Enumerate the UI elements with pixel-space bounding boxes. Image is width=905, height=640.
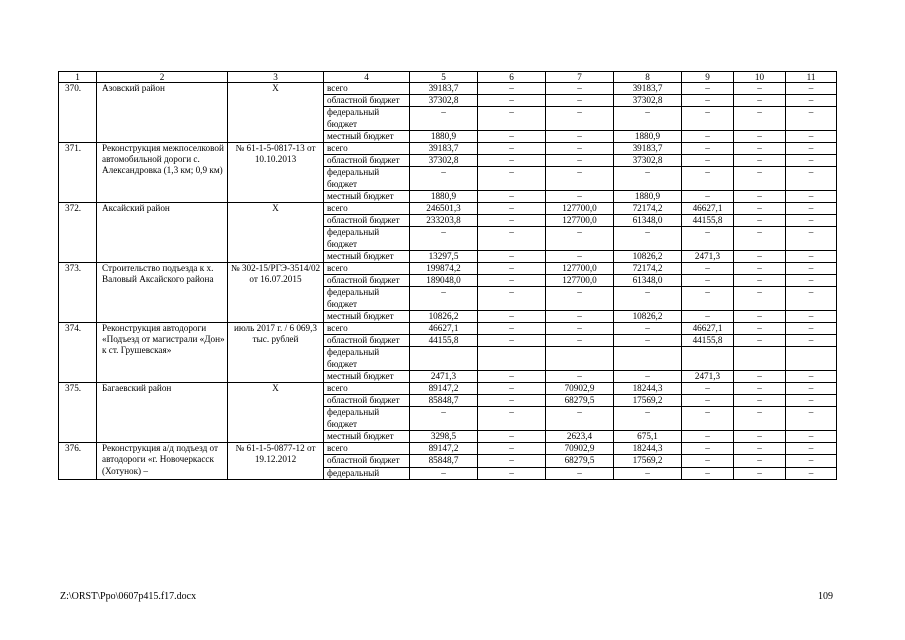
funding-category: областной бюджет xyxy=(324,275,410,287)
amount-cell: – xyxy=(614,335,682,347)
amount-cell: 37302,8 xyxy=(410,155,478,167)
amount-cell: – xyxy=(478,323,546,335)
amount-cell: – xyxy=(734,203,786,215)
amount-cell: – xyxy=(682,383,734,395)
amount-cell: – xyxy=(786,430,837,442)
amount-cell: – xyxy=(410,167,478,190)
amount-cell: – xyxy=(478,130,546,142)
amount-cell: – xyxy=(410,227,478,250)
amount-cell: – xyxy=(734,407,786,430)
amount-cell: 46627,1 xyxy=(682,323,734,335)
amount-cell: – xyxy=(682,443,734,455)
amount-cell: – xyxy=(786,395,837,407)
amount-cell: – xyxy=(478,215,546,227)
item-number: 375. xyxy=(59,383,97,443)
amount-cell: 46627,1 xyxy=(410,323,478,335)
column-number: 11 xyxy=(786,72,837,83)
amount-cell: – xyxy=(478,455,546,467)
amount-cell: – xyxy=(682,467,734,479)
amount-cell: – xyxy=(546,143,614,155)
amount-cell: 70902,9 xyxy=(546,443,614,455)
amount-cell: 44155,8 xyxy=(682,335,734,347)
column-number: 9 xyxy=(682,72,734,83)
amount-cell: 85848,7 xyxy=(410,455,478,467)
amount-cell: 127700,0 xyxy=(546,203,614,215)
item-name: Реконструкция автодороги «Подъезд от магистрали «Дон» к ст. Грушевская» xyxy=(97,323,228,383)
column-number: 5 xyxy=(410,72,478,83)
amount-cell: 68279,5 xyxy=(546,395,614,407)
amount-cell: – xyxy=(478,467,546,479)
column-number: 1 xyxy=(59,72,97,83)
page-number: 109 xyxy=(818,591,833,602)
column-number: 7 xyxy=(546,72,614,83)
amount-cell: 39183,7 xyxy=(614,83,682,95)
amount-cell: – xyxy=(734,227,786,250)
amount-cell: – xyxy=(682,395,734,407)
amount-cell: 2623,4 xyxy=(546,430,614,442)
amount-cell: – xyxy=(478,310,546,322)
funding-category: федеральный xyxy=(324,467,410,479)
item-name: Реконструкция межпоселковой автомобильной дороги с. Александровка (1,3 км; 0,9 км) xyxy=(97,143,228,203)
item-name: Аксайский район xyxy=(97,203,228,263)
amount-cell: – xyxy=(546,107,614,130)
amount-cell: 3298,5 xyxy=(410,430,478,442)
amount-cell: – xyxy=(786,263,837,275)
amount-cell: – xyxy=(546,323,614,335)
amount-cell: – xyxy=(478,203,546,215)
column-number: 10 xyxy=(734,72,786,83)
amount-cell: 44155,8 xyxy=(410,335,478,347)
table-row xyxy=(59,83,837,95)
amount-cell xyxy=(478,347,546,370)
amount-cell: – xyxy=(734,383,786,395)
amount-cell: – xyxy=(734,95,786,107)
amount-cell: 2471,3 xyxy=(682,250,734,262)
amount-cell: – xyxy=(734,107,786,130)
item-basis: Х xyxy=(228,83,324,143)
amount-cell: – xyxy=(546,167,614,190)
amount-cell: – xyxy=(734,83,786,95)
amount-cell: 10826,2 xyxy=(410,310,478,322)
amount-cell xyxy=(410,347,478,370)
amount-cell: – xyxy=(786,203,837,215)
amount-cell: – xyxy=(682,407,734,430)
amount-cell: – xyxy=(682,190,734,202)
amount-cell: 233203,8 xyxy=(410,215,478,227)
amount-cell: – xyxy=(546,227,614,250)
amount-cell: – xyxy=(734,167,786,190)
amount-cell: – xyxy=(734,455,786,467)
amount-cell: 127700,0 xyxy=(546,215,614,227)
amount-cell: 127700,0 xyxy=(546,263,614,275)
amount-cell: 675,1 xyxy=(614,430,682,442)
item-basis: Х xyxy=(228,203,324,263)
table-row xyxy=(59,263,837,275)
amount-cell: – xyxy=(478,407,546,430)
amount-cell xyxy=(734,347,786,370)
amount-cell: – xyxy=(734,335,786,347)
item-name: Азовский район xyxy=(97,83,228,143)
amount-cell: – xyxy=(734,155,786,167)
amount-cell: – xyxy=(478,155,546,167)
funding-category: областной бюджет xyxy=(324,455,410,467)
item-number: 374. xyxy=(59,323,97,383)
funding-category: местный бюджет xyxy=(324,430,410,442)
funding-category: областной бюджет xyxy=(324,215,410,227)
amount-cell: 2471,3 xyxy=(682,370,734,382)
amount-cell: – xyxy=(734,130,786,142)
amount-cell: – xyxy=(546,370,614,382)
item-number: 371. xyxy=(59,143,97,203)
amount-cell: – xyxy=(682,130,734,142)
amount-cell: 39183,7 xyxy=(410,83,478,95)
amount-cell: – xyxy=(478,167,546,190)
footer-file-path: Z:\ORST\Ppo\0607p415.f17.docx xyxy=(60,591,197,602)
amount-cell: 37302,8 xyxy=(614,155,682,167)
item-name: Багаевский район xyxy=(97,383,228,443)
amount-cell: 127700,0 xyxy=(546,275,614,287)
amount-cell: – xyxy=(546,250,614,262)
amount-cell: – xyxy=(786,323,837,335)
amount-cell: – xyxy=(614,407,682,430)
amount-cell: – xyxy=(786,95,837,107)
amount-cell: 89147,2 xyxy=(410,443,478,455)
amount-cell: – xyxy=(614,287,682,310)
amount-cell: – xyxy=(478,395,546,407)
funding-category: областной бюджет xyxy=(324,395,410,407)
column-number-row xyxy=(59,72,837,83)
amount-cell: – xyxy=(786,155,837,167)
amount-cell: 72174,2 xyxy=(614,203,682,215)
amount-cell: – xyxy=(786,83,837,95)
funding-category: областной бюджет xyxy=(324,155,410,167)
funding-category: областной бюджет xyxy=(324,95,410,107)
amount-cell: – xyxy=(546,83,614,95)
amount-cell: 46627,1 xyxy=(682,203,734,215)
amount-cell: – xyxy=(546,95,614,107)
item-number: 372. xyxy=(59,203,97,263)
table-row xyxy=(59,203,837,215)
item-number: 370. xyxy=(59,83,97,143)
amount-cell: – xyxy=(478,443,546,455)
amount-cell: – xyxy=(546,287,614,310)
amount-cell: – xyxy=(786,143,837,155)
amount-cell: 199874,2 xyxy=(410,263,478,275)
funding-category: всего xyxy=(324,263,410,275)
amount-cell: – xyxy=(614,107,682,130)
amount-cell: – xyxy=(478,287,546,310)
amount-cell: – xyxy=(786,190,837,202)
amount-cell: – xyxy=(786,407,837,430)
table-row xyxy=(59,443,837,455)
amount-cell: – xyxy=(682,83,734,95)
amount-cell: – xyxy=(786,455,837,467)
amount-cell: 39183,7 xyxy=(410,143,478,155)
amount-cell: 37302,8 xyxy=(614,95,682,107)
funding-category: всего xyxy=(324,383,410,395)
amount-cell: – xyxy=(410,467,478,479)
amount-cell: – xyxy=(682,275,734,287)
amount-cell: 246501,3 xyxy=(410,203,478,215)
amount-cell: – xyxy=(546,310,614,322)
amount-cell: – xyxy=(734,370,786,382)
amount-cell: – xyxy=(478,190,546,202)
table-row xyxy=(59,323,837,335)
amount-cell: – xyxy=(478,275,546,287)
amount-cell: – xyxy=(786,370,837,382)
amount-cell: 89147,2 xyxy=(410,383,478,395)
amount-cell: – xyxy=(478,335,546,347)
column-number: 6 xyxy=(478,72,546,83)
amount-cell xyxy=(786,347,837,370)
amount-cell: – xyxy=(734,430,786,442)
amount-cell: – xyxy=(682,227,734,250)
amount-cell: – xyxy=(734,263,786,275)
amount-cell xyxy=(546,347,614,370)
amount-cell: – xyxy=(614,323,682,335)
item-number: 373. xyxy=(59,263,97,323)
amount-cell: – xyxy=(478,143,546,155)
funding-category: всего xyxy=(324,203,410,215)
amount-cell: – xyxy=(786,275,837,287)
amount-cell: – xyxy=(786,250,837,262)
amount-cell: – xyxy=(410,107,478,130)
amount-cell: – xyxy=(478,95,546,107)
amount-cell: – xyxy=(410,287,478,310)
amount-cell xyxy=(682,347,734,370)
amount-cell: 61348,0 xyxy=(614,215,682,227)
amount-cell: – xyxy=(682,155,734,167)
funding-category: федеральный бюджет xyxy=(324,407,410,430)
amount-cell: – xyxy=(734,275,786,287)
amount-cell: 44155,8 xyxy=(682,215,734,227)
amount-cell: – xyxy=(786,287,837,310)
amount-cell: – xyxy=(546,467,614,479)
amount-cell: – xyxy=(786,335,837,347)
funding-category: федеральный бюджет xyxy=(324,227,410,250)
amount-cell: – xyxy=(478,263,546,275)
budget-table xyxy=(58,71,837,480)
amount-cell: – xyxy=(734,250,786,262)
item-name: Строительство подъезда к х. Валовый Аксайского района xyxy=(97,263,228,323)
amount-cell: – xyxy=(478,430,546,442)
amount-cell: – xyxy=(786,383,837,395)
amount-cell: 1880,9 xyxy=(614,130,682,142)
amount-cell: 17569,2 xyxy=(614,395,682,407)
amount-cell: – xyxy=(786,310,837,322)
amount-cell: – xyxy=(734,287,786,310)
amount-cell: – xyxy=(734,323,786,335)
amount-cell: – xyxy=(682,310,734,322)
funding-category: всего xyxy=(324,443,410,455)
funding-category: всего xyxy=(324,83,410,95)
funding-category: всего xyxy=(324,323,410,335)
item-basis: № 61-1-5-0877-12 от 19.12.2012 xyxy=(228,443,324,480)
amount-cell: – xyxy=(734,143,786,155)
item-name: Реконструкция а/д подъезд от автодороги «г. Новочеркасск (Хотунок) – xyxy=(97,443,228,480)
amount-cell: – xyxy=(682,263,734,275)
amount-cell: – xyxy=(786,227,837,250)
item-number: 376. xyxy=(59,443,97,480)
amount-cell: – xyxy=(478,227,546,250)
amount-cell: 61348,0 xyxy=(614,275,682,287)
funding-category: местный бюджет xyxy=(324,190,410,202)
amount-cell: – xyxy=(478,383,546,395)
amount-cell xyxy=(614,347,682,370)
funding-category: местный бюджет xyxy=(324,370,410,382)
amount-cell: – xyxy=(734,395,786,407)
amount-cell: – xyxy=(614,370,682,382)
table-row xyxy=(59,143,837,155)
amount-cell: – xyxy=(786,167,837,190)
amount-cell: – xyxy=(682,455,734,467)
item-basis: № 302-15/РГЭ-3514/02 от 16.07.2015 xyxy=(228,263,324,323)
funding-category: всего xyxy=(324,143,410,155)
funding-category: местный бюджет xyxy=(324,130,410,142)
item-basis: Х xyxy=(228,383,324,443)
funding-category: местный бюджет xyxy=(324,310,410,322)
column-number: 3 xyxy=(228,72,324,83)
amount-cell: – xyxy=(786,130,837,142)
item-basis: июль 2017 г. / 6 069,3 тыс. рублей xyxy=(228,323,324,383)
funding-category: областной бюджет xyxy=(324,335,410,347)
amount-cell: – xyxy=(410,407,478,430)
item-basis: № 61-1-5-0817-13 от 10.10.2013 xyxy=(228,143,324,203)
amount-cell: – xyxy=(682,143,734,155)
amount-cell: – xyxy=(786,107,837,130)
amount-cell: – xyxy=(478,370,546,382)
amount-cell: 1880,9 xyxy=(410,190,478,202)
funding-category: федеральный бюджет xyxy=(324,347,410,370)
amount-cell: 1880,9 xyxy=(410,130,478,142)
amount-cell: – xyxy=(734,310,786,322)
amount-cell: 18244,3 xyxy=(614,383,682,395)
amount-cell: – xyxy=(546,407,614,430)
amount-cell: 10826,2 xyxy=(614,250,682,262)
funding-category: местный бюджет xyxy=(324,250,410,262)
column-number: 4 xyxy=(324,72,410,83)
amount-cell: – xyxy=(682,430,734,442)
amount-cell: – xyxy=(546,335,614,347)
column-number: 8 xyxy=(614,72,682,83)
amount-cell: 37302,8 xyxy=(410,95,478,107)
amount-cell: – xyxy=(614,227,682,250)
amount-cell: – xyxy=(546,155,614,167)
amount-cell: – xyxy=(682,167,734,190)
amount-cell: – xyxy=(478,107,546,130)
funding-category: федеральный бюджет xyxy=(324,107,410,130)
column-number: 2 xyxy=(97,72,228,83)
amount-cell: 13297,5 xyxy=(410,250,478,262)
amount-cell: 17569,2 xyxy=(614,455,682,467)
amount-cell: – xyxy=(614,467,682,479)
amount-cell: – xyxy=(682,107,734,130)
amount-cell: – xyxy=(734,467,786,479)
amount-cell: – xyxy=(734,443,786,455)
amount-cell: – xyxy=(478,83,546,95)
table-row xyxy=(59,383,837,395)
amount-cell: – xyxy=(682,287,734,310)
amount-cell: 72174,2 xyxy=(614,263,682,275)
amount-cell: – xyxy=(786,467,837,479)
amount-cell: 189048,0 xyxy=(410,275,478,287)
amount-cell: – xyxy=(734,215,786,227)
funding-category: федеральный бюджет xyxy=(324,287,410,310)
amount-cell: 2471,3 xyxy=(410,370,478,382)
amount-cell: – xyxy=(734,190,786,202)
amount-cell: – xyxy=(478,250,546,262)
amount-cell: 10826,2 xyxy=(614,310,682,322)
amount-cell: – xyxy=(786,443,837,455)
amount-cell: – xyxy=(546,190,614,202)
amount-cell: 39183,7 xyxy=(614,143,682,155)
amount-cell: – xyxy=(614,167,682,190)
funding-category: федеральный бюджет xyxy=(324,167,410,190)
amount-cell: 85848,7 xyxy=(410,395,478,407)
amount-cell: – xyxy=(682,95,734,107)
amount-cell: 1880,9 xyxy=(614,190,682,202)
amount-cell: – xyxy=(546,130,614,142)
amount-cell: – xyxy=(786,215,837,227)
amount-cell: 68279,5 xyxy=(546,455,614,467)
amount-cell: 70902,9 xyxy=(546,383,614,395)
amount-cell: 18244,3 xyxy=(614,443,682,455)
